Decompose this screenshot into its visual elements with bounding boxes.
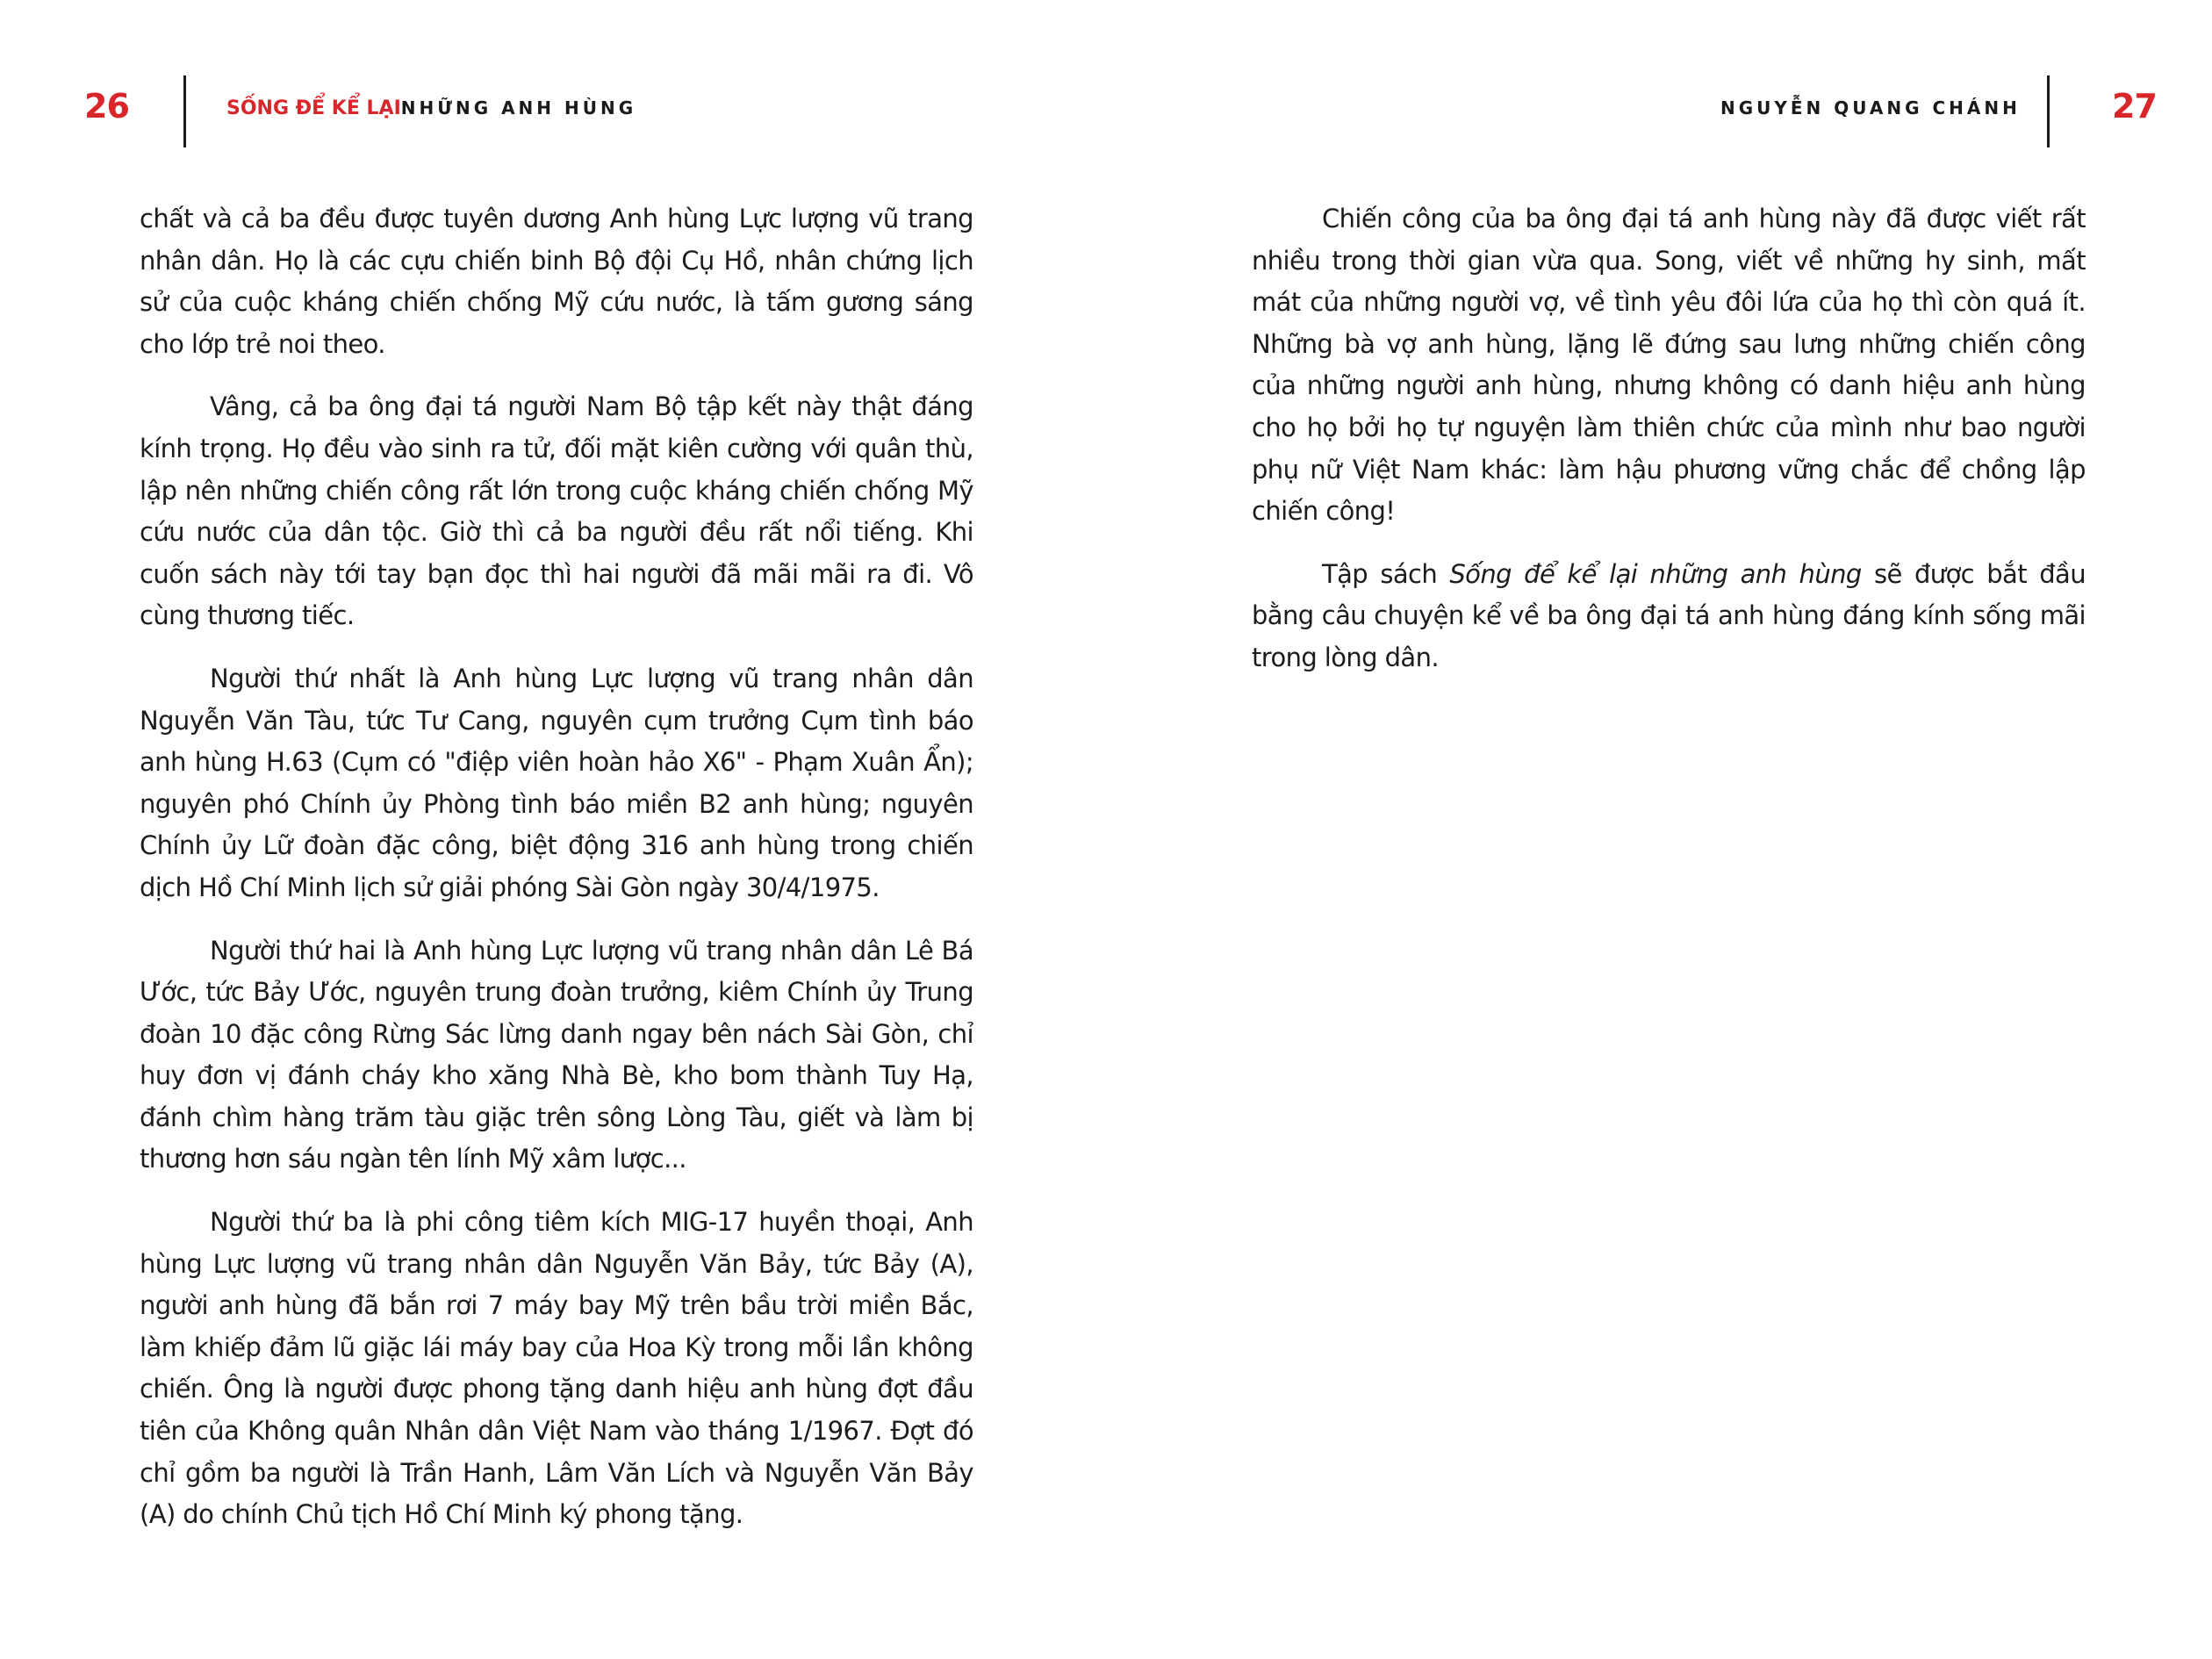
page-number: 26 [84, 87, 129, 126]
paragraph: Vâng, cả ba ông đại tá người Nam Bộ tập kết này thật đáng kính trọng. Họ đều vào sinh ra tử, đối mặt kiên cường với quân thù, lập nên những chiến công rất lớn trong cuộc kháng chiến chống Mỹ cứu nước của dân tộc. Giờ thì cả ba người đều rất nổi tiếng. Khi cuốn sách này tới tay bạn đọc thì hai người đã mãi mãi ra đi. Vô cùng thương tiếc. [140, 391, 973, 631]
body-text [140, 198, 973, 1557]
body-text [1252, 198, 2086, 700]
book-title: Sống để kể lại những anh hùng [1449, 558, 1862, 589]
closing-text-after: sẽ được bắt đầu bằng câu chuyện kể về ba ông đại tá anh hùng đáng kính sống mãi trong lòng dân. [1252, 558, 2086, 672]
running-head-author: NGUYỄN QUANG CHÁNH [1720, 97, 2021, 118]
page-number: 27 [2112, 87, 2157, 126]
running-head [226, 95, 636, 122]
right-page [1106, 0, 2212, 1659]
running-head-subtitle: NHỮNG ANH HÙNG [400, 97, 637, 118]
paragraph: Người thứ ba là phi công tiêm kích MIG-17 huyền thoại, Anh hùng Lực lượng vũ trang nhân dân Nguyễn Văn Bảy, tức Bảy (A), người anh hùng đã bắn rơi 7 máy bay Mỹ trên bầu trời miền Bắc, làm khiếp đảm lũ giặc lái máy bay của Hoa Kỳ trong mỗi lần không chiến. Ông là người được phong tặng danh hiệu anh hùng đợt đầu tiên của Không quân Nhân dân Việt Nam vào tháng 1/1967. Đợt đó chỉ gồm ba người là Trần Hanh, Lâm Văn Lích và Nguyễn Văn Bảy (A) do chính Chủ tịch Hồ Chí Minh ký phong tặng. [140, 1207, 973, 1530]
paragraph: chất và cả ba đều được tuyên dương Anh hùng Lực lượng vũ trang nhân dân. Họ là các cựu chiến binh Bộ đội Cụ Hồ, nhân chứng lịch sử của cuộc kháng chiến chống Mỹ cứu nước, là tấm gương sáng cho lớp trẻ noi theo. [140, 204, 973, 359]
paragraph-closing [1252, 554, 2086, 679]
header-divider [183, 75, 186, 147]
paragraph: Chiến công của ba ông đại tá anh hùng này đã được viết rất nhiều trong thời gian vừa qua. Song, viết về những hy sinh, mất mát của những người vợ, về tình yêu đôi lứa của họ thì còn quá ít. Những bà vợ anh hùng, lặng lẽ đứng sau lưng những chiến công của những người anh hùng, nhưng không có danh hiệu anh hùng cho họ bởi họ tự nguyện làm thiên chức của mình như bao người phụ nữ Việt Nam khác: làm hậu phương vững chắc để chồng lập chiến công! [1252, 204, 2086, 527]
running-head-title: SỐNG ĐỂ KỂ LẠI [226, 97, 401, 119]
header-divider [2047, 75, 2050, 147]
closing-text-before: Tập sách [1322, 558, 1450, 589]
paragraph: Người thứ nhất là Anh hùng Lực lượng vũ trang nhân dân Nguyễn Văn Tàu, tức Tư Cang, nguyên cụm trưởng Cụm tình báo anh hùng H.63 (Cụm có "điệp viên hoàn hảo X6" - Phạm Xuân Ẩn); nguyên phó Chính ủy Phòng tình báo miền B2 anh hùng; nguyên Chính ủy Lữ đoàn đặc công, biệt động 316 anh hùng trong chiến dịch Hồ Chí Minh lịch sử giải phóng Sài Gòn ngày 30/4/1975. [140, 663, 973, 902]
paragraph: Người thứ hai là Anh hùng Lực lượng vũ trang nhân dân Lê Bá Ước, tức Bảy Ước, nguyên trung đoàn trưởng, kiêm Chính ủy Trung đoàn 10 đặc công Rừng Sác lừng danh ngay bên nách Sài Gòn, chỉ huy đơn vị đánh cháy kho xăng Nhà Bè, kho bom thành Tuy Hạ, đánh chìm hàng trăm tàu giặc trên sông Lòng Tàu, giết và làm bị thương hơn sáu ngàn tên lính Mỹ xâm lược... [140, 935, 973, 1174]
